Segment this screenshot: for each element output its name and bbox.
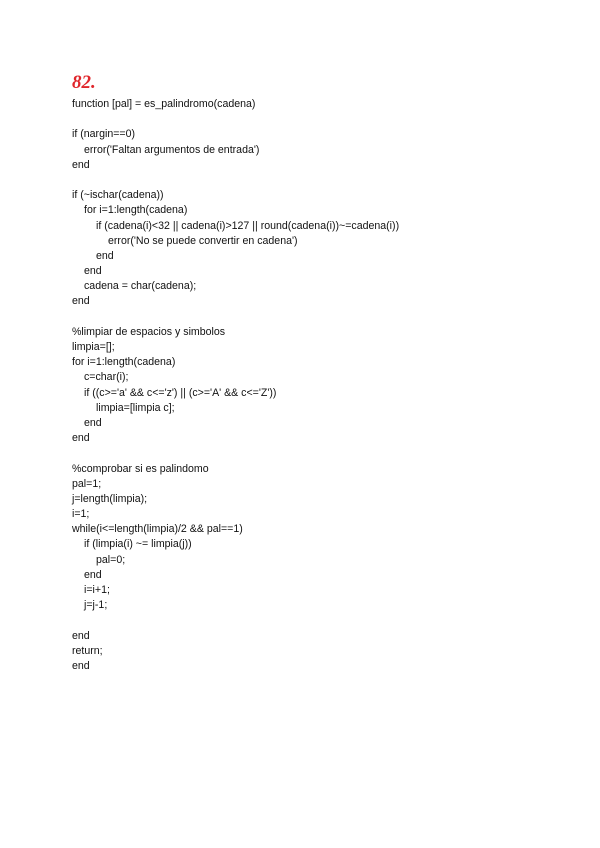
code-line: error('Faltan argumentos de entrada') — [84, 143, 260, 156]
code-line: i=i+1; — [84, 584, 110, 596]
code-line: i=1; — [72, 508, 90, 521]
code-line: end — [72, 629, 90, 642]
code-line: limpia=[limpia c]; — [96, 401, 175, 414]
code-line: for i=1:length(cadena) — [72, 356, 176, 369]
code-blank-line — [72, 173, 572, 188]
code-blank-line — [72, 310, 572, 325]
code-line: pal=0; — [96, 553, 126, 566]
code-line: if (limpia(i) ~= limpia(j)) — [84, 538, 192, 551]
code-line: cadena = char(cadena); — [84, 280, 197, 293]
code-line: while(i<=length(limpia)/2 && pal==1) — [72, 523, 243, 536]
code-line: end — [84, 416, 102, 429]
code-line: %comprobar si es palindomo — [72, 462, 209, 475]
code-line: if (cadena(i)<32 || cadena(i)>127 || round(cadena(i))~=cadena(i)) — [96, 219, 400, 232]
code-line: end — [72, 659, 90, 672]
code-line: j=j-1; — [84, 599, 108, 612]
code-line: return; — [72, 644, 103, 657]
code-listing — [72, 97, 572, 674]
code-line: end — [84, 568, 102, 581]
exercise-number: 82. — [72, 72, 96, 93]
code-line: pal=1; — [72, 477, 102, 490]
code-line: end — [84, 265, 102, 278]
code-line: if ((c>='a' && c<='z') || (c>='A' && c<='Z')) — [84, 386, 277, 399]
code-line: end — [72, 158, 90, 171]
code-line: limpia=[]; — [72, 341, 115, 353]
code-line: end — [96, 249, 114, 262]
code-line: %limpiar de espacios y simbolos — [72, 325, 226, 338]
code-line: function [pal] = es_palindromo(cadena) — [72, 98, 256, 110]
code-line: error('No se puede convertir en cadena') — [108, 234, 298, 247]
code-line: if (nargin==0) — [72, 128, 136, 141]
code-line: c=char(i); — [84, 371, 129, 384]
code-line: end — [72, 295, 90, 308]
code-blank-line — [72, 446, 572, 461]
code-blank-line — [72, 112, 572, 127]
code-blank-line — [72, 613, 572, 628]
code-line: if (~ischar(cadena)) — [72, 189, 164, 202]
code-line: j=length(limpia); — [72, 492, 148, 505]
code-line: end — [72, 432, 90, 445]
code-line: for i=1:length(cadena) — [84, 204, 188, 217]
